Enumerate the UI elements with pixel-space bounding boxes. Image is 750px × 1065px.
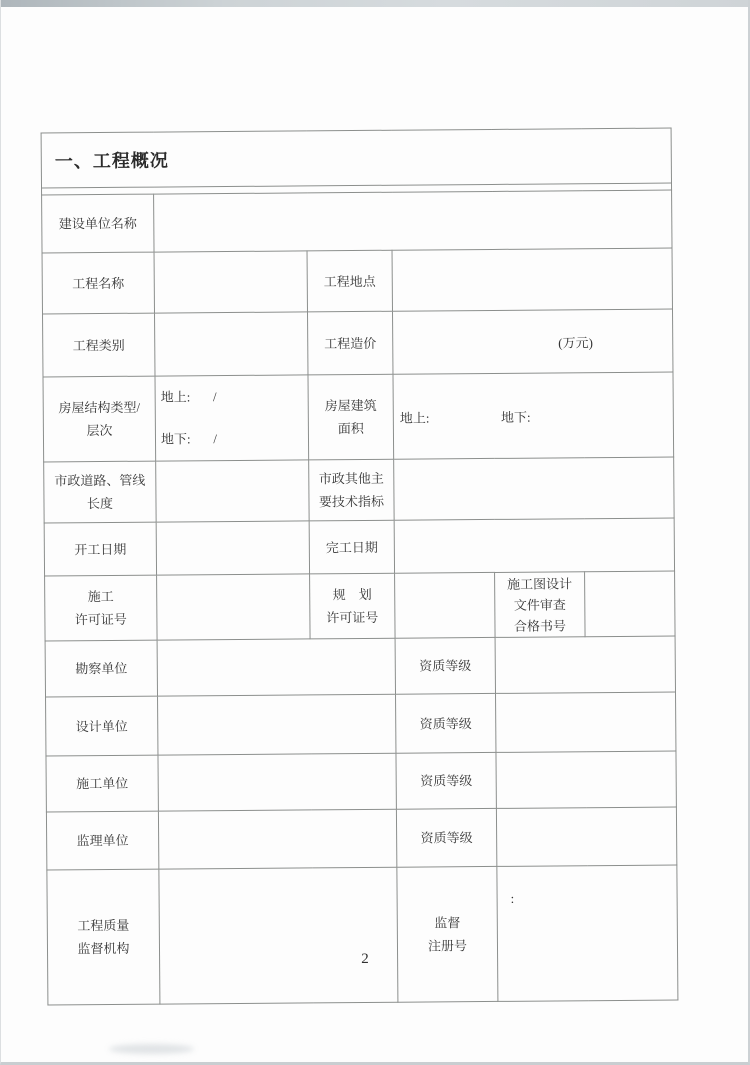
project-overview-table [41, 128, 679, 1006]
scan-edge-shadow [1, 0, 748, 7]
field-value-start-date [156, 521, 309, 575]
field-label-survey-unit: 勘察单位 [45, 640, 157, 697]
table-row [43, 372, 674, 462]
field-value-project-cost: (万元) [392, 309, 673, 374]
field-value-quality-agency [159, 867, 398, 1004]
field-value-municipal-length [156, 460, 309, 522]
field-label-project-cost: 工程造价 [307, 311, 392, 375]
field-label-start-date: 开工日期 [44, 522, 156, 576]
field-label-drawing-review-no: 施工图设计 文件审查 合格书号 [495, 572, 586, 638]
table-row [46, 807, 676, 870]
field-value-building-area: 地上: 地下: [393, 372, 674, 459]
field-value-finish-date [394, 518, 674, 573]
field-label-project-category: 工程类别 [43, 313, 155, 377]
field-label-supervision-regno: 监督 注册号 [397, 866, 498, 1002]
section-title: 一、工程概况 [41, 128, 671, 188]
field-value-structure-type: 地上: / 地下: / [155, 375, 309, 461]
table-row [45, 571, 676, 641]
field-value-supervision-regno: : [497, 865, 678, 1001]
field-value-construction-unit [158, 753, 396, 811]
field-value-supervision-qualification [496, 807, 676, 866]
field-label-building-area: 房屋建筑 面积 [308, 374, 394, 460]
field-value-project-category [155, 312, 308, 376]
field-value-municipal-indicators [394, 457, 675, 520]
table-row [42, 190, 672, 253]
field-label-construction-unit: 施工单位 [46, 755, 158, 812]
field-value-construction-permit [157, 574, 311, 640]
table-row [47, 865, 678, 1005]
field-label-construction-permit: 施工 许可证号 [45, 575, 158, 641]
field-value-survey-unit [157, 638, 395, 696]
field-value-planning-permit [395, 572, 496, 638]
field-label-municipal-indicators: 市政其他主 要技术指标 [309, 459, 394, 521]
page-number: 2 [361, 951, 369, 967]
table-row [44, 457, 674, 523]
scan-artifact [109, 1044, 194, 1054]
table-row [45, 636, 675, 697]
field-value-drawing-review-no [585, 571, 676, 637]
table-row [43, 309, 674, 377]
field-label-design-qualification: 资质等级 [396, 693, 496, 753]
field-value-construction-qualification [496, 751, 676, 808]
field-value-design-qualification [496, 692, 676, 752]
field-value-project-location [392, 248, 673, 311]
field-label-supervision-unit: 监理单位 [46, 811, 158, 870]
field-label-project-name: 工程名称 [42, 252, 154, 314]
field-label-design-unit: 设计单位 [46, 696, 158, 756]
field-label-structure-type: 房屋结构类型/ 层次 [43, 376, 156, 462]
field-value-survey-qualification [495, 636, 675, 693]
table-row [46, 692, 676, 756]
field-value-supervision-unit [158, 809, 396, 869]
table-row [42, 248, 672, 314]
field-label-owner: 建设单位名称 [42, 194, 154, 253]
field-label-quality-agency: 工程质量 监督机构 [47, 869, 160, 1005]
field-label-supervision-qualification: 资质等级 [396, 808, 496, 867]
field-label-planning-permit: 规 划 许可证号 [310, 573, 396, 639]
field-label-project-location: 工程地点 [307, 250, 392, 312]
field-value-owner [154, 190, 672, 252]
project-overview-form [41, 128, 678, 1006]
field-value-design-unit [158, 694, 396, 755]
field-label-construction-qualification: 资质等级 [396, 752, 496, 809]
field-label-municipal-length: 市政道路、管线 长度 [44, 461, 156, 523]
field-value-project-name [154, 251, 307, 313]
field-label-survey-qualification: 资质等级 [395, 637, 495, 694]
field-label-finish-date: 完工日期 [309, 520, 394, 574]
table-row [41, 128, 671, 188]
table-row [44, 518, 674, 576]
table-row [46, 751, 676, 812]
